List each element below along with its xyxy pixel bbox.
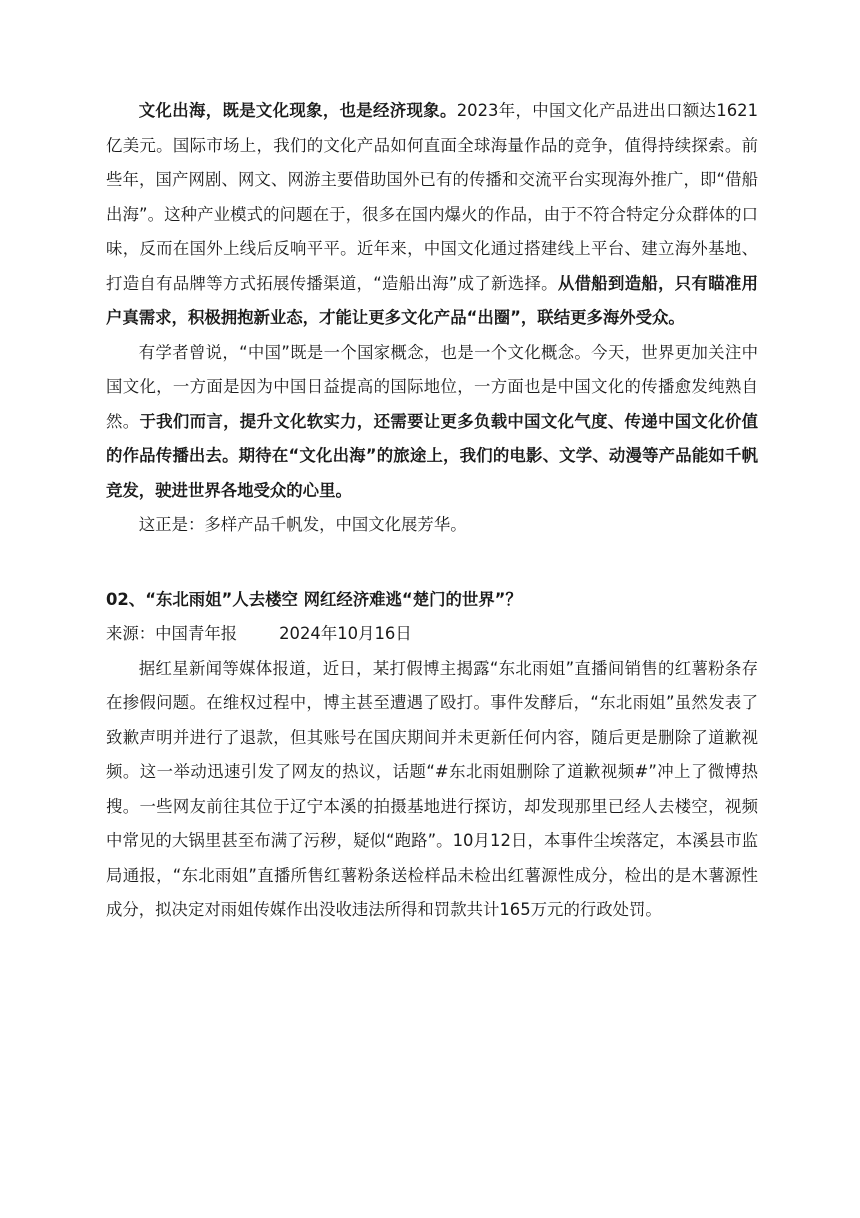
- article2-heading: 02、“东北雨姐”人去楼空 网红经济难逃“楚门的世界”？: [106, 589, 522, 609]
- article2-source-line: [106, 617, 758, 652]
- article2-body: 据红星新闻等媒体报道，近日，某打假博主揭露“东北雨姐”直播间销售的红薯粉条存在掺假问题。在维权过程中，博主甚至遭遇了殴打。事件发酵后，“东北雨姐”虽然发表了致歉声明并进行了退款，但其账号在国庆期间并未更新任何内容，随后更是删除了道歉视频。这一举动迅速引发了网友的热议，话题“#东北雨姐删除了道歉视频#”冲上了微博热搜。一些网友前往其位于辽宁本溪的拍摄基地进行探访，却发现那里已经人去楼空，视频中常见的大锅里甚至布满了污秽，疑似“跑路”。10月12日，本事件尘埃落定，本溪县市监局通报，“东北雨姐”直播所售红薯粉条送检样品未检出红薯源性成分，检出的是木薯源性成分，拟决定对雨姐传媒作出没收违法所得和罚款共计165万元的行政处罚。: [106, 658, 758, 919]
- article1-p1-bold-tail: 从借船到造船，只有瞄准用户真需求，积极拥抱新业态，才能让更多文化产品“出圈”，联结更多海外受众。: [106, 273, 759, 327]
- document-page: [106, 94, 758, 928]
- article1-p1-bold-lead: 文化出海，既是文化现象，也是经济现象。: [138, 101, 457, 120]
- article1-p1-body: 2023年，中国文化产品进出口额达1621亿美元。国际市场上，我们的文化产品如何直面全球海量作品的竞争，值得持续探索。前些年，国产网剧、网文、网游主要借助国外已有的传播和交流平台实现海外推广，即“借船出海”。这种产业模式的问题在于，很多在国内爆火的作品，由于不符合特定分众群体的口味，反而在国外上线后反响平平。近年来，中国文化通过搭建线上平台、建立海外基地、打造自有品牌等方式拓展传播渠道，“造船出海”成了新选择。: [106, 101, 759, 293]
- section-gap: [106, 543, 758, 583]
- article2-date: 2024年10月16日: [279, 624, 412, 643]
- article1-p2-body: 有学者曾说，“中国”既是一个国家概念，也是一个文化概念。今天，世界更加关注中国文化，一方面是因为中国日益提高的国际地位，一方面也是中国文化的传播愈发纯熟自然。: [106, 342, 758, 431]
- article1-paragraph-1: [106, 94, 758, 336]
- article2-source: 来源：中国青年报: [106, 624, 238, 643]
- article1-paragraph-3: 这正是：多样产品千帆发，中国文化展芳华。: [138, 515, 467, 534]
- article1-p2-bold-tail: 于我们而言，提升文化软实力，还需要让更多负载中国文化气度、传递中国文化价值的作品传播出去。期待在“文化出海”的旅途上，我们的电影、文学、动漫等产品能如千帆竞发，驶进世界各地受众的心里。: [106, 411, 758, 500]
- article1-paragraph-2: [106, 336, 758, 509]
